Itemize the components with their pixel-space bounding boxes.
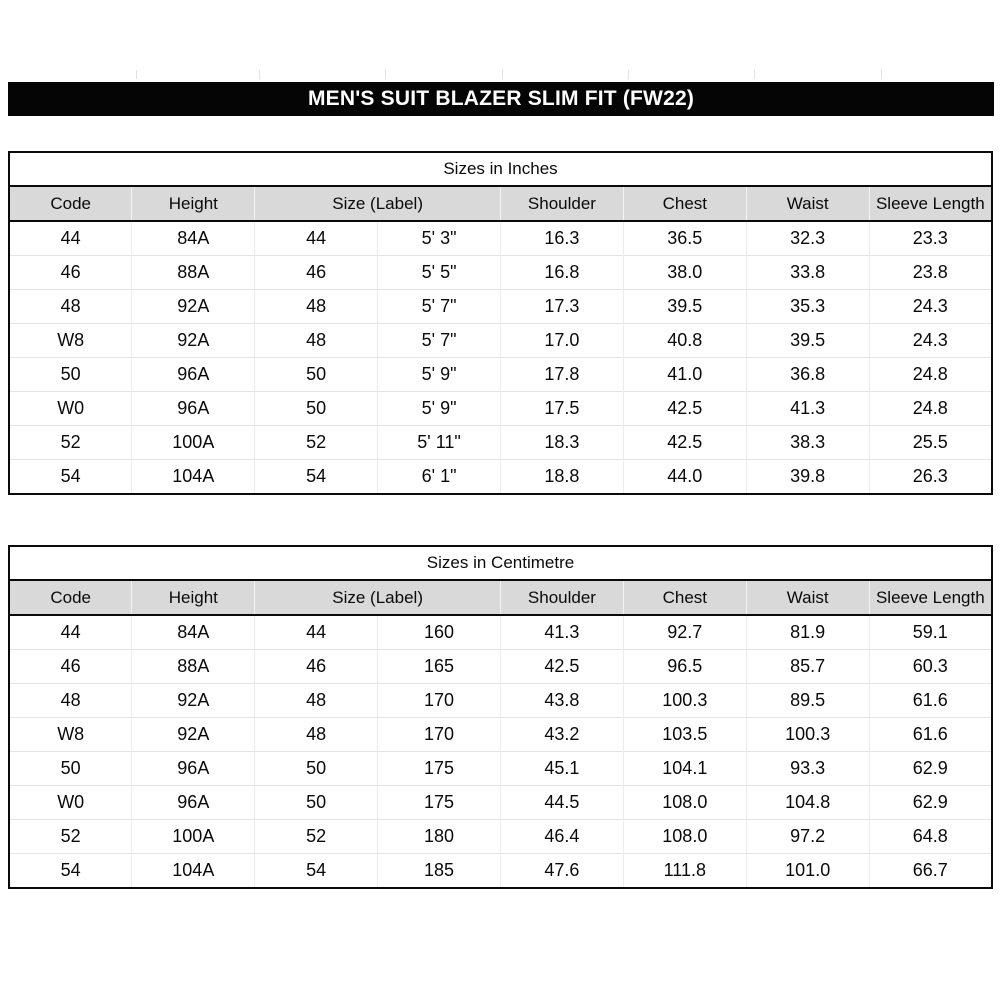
- table-row: [9, 358, 992, 392]
- table-cell: 104A: [132, 854, 255, 889]
- table-row: [9, 820, 992, 854]
- table-cell: W8: [9, 718, 132, 752]
- table-cell: 96.5: [623, 650, 746, 684]
- table-cell: 17.3: [501, 290, 624, 324]
- table-cell: 44: [255, 615, 378, 650]
- table-cell: 26.3: [869, 460, 992, 495]
- table-cell: 23.3: [869, 221, 992, 256]
- table-cell: 101.0: [746, 854, 869, 889]
- table-cell: 46: [9, 650, 132, 684]
- table-cell: 66.7: [869, 854, 992, 889]
- table-cell: 60.3: [869, 650, 992, 684]
- column-header-height: Height: [132, 580, 255, 615]
- product-title-bar: [8, 82, 994, 116]
- table-cell: 39.5: [746, 324, 869, 358]
- table-row: [9, 615, 992, 650]
- table-cell: 59.1: [869, 615, 992, 650]
- table-cell: 5' 7": [378, 324, 501, 358]
- table-cell: 100.3: [623, 684, 746, 718]
- table-cell: 41.3: [746, 392, 869, 426]
- column-header-height: Height: [132, 186, 255, 221]
- table-cell: 104A: [132, 460, 255, 495]
- table-cell: 54: [255, 460, 378, 495]
- column-header-chest: Chest: [623, 580, 746, 615]
- table-cell: 81.9: [746, 615, 869, 650]
- table-cell: 84A: [132, 221, 255, 256]
- table-cell: 62.9: [869, 786, 992, 820]
- table-header-row: [9, 580, 992, 615]
- table-cell: W8: [9, 324, 132, 358]
- table-cell: 100A: [132, 820, 255, 854]
- table-cell: 185: [378, 854, 501, 889]
- table-cell: 46: [255, 256, 378, 290]
- table-cell: 44: [60, 622, 81, 642]
- table-cell: 84A: [132, 615, 255, 650]
- table-cell: 24.3: [869, 324, 992, 358]
- table-cell: 40.8: [623, 324, 746, 358]
- table-cell: 17.8: [501, 358, 624, 392]
- table-cell: 54: [9, 460, 132, 495]
- table-cell: 170: [378, 684, 501, 718]
- table-cell: 48: [255, 718, 378, 752]
- table-row: [9, 460, 992, 495]
- table-row: [9, 786, 992, 820]
- table-cell: 39.8: [746, 460, 869, 495]
- table-cell: 38.0: [623, 256, 746, 290]
- table-cell: 93.3: [746, 752, 869, 786]
- table-cell: 170: [378, 718, 501, 752]
- table-cell: 23.8: [869, 256, 992, 290]
- table-cell: 50: [255, 358, 378, 392]
- table-cell: 43.8: [501, 684, 624, 718]
- table-cell: 18.8: [501, 460, 624, 495]
- table-cell: 52: [9, 426, 132, 460]
- table-cell: 64.8: [869, 820, 992, 854]
- table-cell: 160: [378, 615, 501, 650]
- table-cell: 39.5: [623, 290, 746, 324]
- table-cell: 52: [9, 820, 132, 854]
- table-cell: 165: [378, 650, 501, 684]
- table-cell: 108.0: [623, 820, 746, 854]
- table-cell: 42.5: [623, 426, 746, 460]
- sizes-in-inches-table: [8, 151, 993, 495]
- table-cell: 38.3: [746, 426, 869, 460]
- table-cell: 5' 11": [378, 426, 501, 460]
- table-cell: 97.2: [746, 820, 869, 854]
- table-cell: 33.8: [746, 256, 869, 290]
- table-cell: 5' 7": [378, 290, 501, 324]
- table-header-row: [9, 186, 992, 221]
- table-cell: 88A: [132, 256, 255, 290]
- table-cell: 32.3: [746, 221, 869, 256]
- table-cell: W0: [9, 392, 132, 426]
- table-cell: 43.2: [501, 718, 624, 752]
- table-cell: 103.5: [623, 718, 746, 752]
- table-cell: 36.5: [623, 221, 746, 256]
- table-cell: 104.1: [623, 752, 746, 786]
- table-cell: 85.7: [746, 650, 869, 684]
- table-cell: 44.0: [623, 460, 746, 495]
- table-cell: 50: [255, 752, 378, 786]
- table-title-row: [9, 546, 992, 580]
- column-header-waist: Waist: [746, 186, 869, 221]
- table-cell: 44: [255, 221, 378, 256]
- table-row: [9, 221, 992, 256]
- table-row: [9, 650, 992, 684]
- table-cell: 46: [255, 650, 378, 684]
- column-header-shoulder: Shoulder: [501, 186, 624, 221]
- table-cell: 35.3: [746, 290, 869, 324]
- table-cell: 175: [378, 752, 501, 786]
- column-header-chest: Chest: [623, 186, 746, 221]
- table-cell: 89.5: [746, 684, 869, 718]
- column-header-code: Code: [9, 186, 132, 221]
- table-cell: 17.0: [501, 324, 624, 358]
- table-cell: 180: [378, 820, 501, 854]
- table-cell: 96A: [132, 786, 255, 820]
- table-cell: 24.3: [869, 290, 992, 324]
- table-title-inches: Sizes in Inches: [9, 152, 992, 186]
- table-cell: W0: [9, 786, 132, 820]
- table-cell: 5' 9": [378, 358, 501, 392]
- table-cell: 24.8: [869, 392, 992, 426]
- table-cell: 96A: [132, 752, 255, 786]
- table-cell: 50: [255, 786, 378, 820]
- table-cell: 48: [255, 324, 378, 358]
- table-cell: 108.0: [623, 786, 746, 820]
- table-cell: 46.4: [501, 820, 624, 854]
- product-title: MEN'S SUIT BLAZER SLIM FIT (FW22): [307, 87, 695, 110]
- table-cell: 175: [378, 786, 501, 820]
- table-cell: 42.5: [623, 392, 746, 426]
- table-row: [9, 718, 992, 752]
- column-header-code: Code: [9, 580, 132, 615]
- table-row: [9, 392, 992, 426]
- table-cell: 24.8: [869, 358, 992, 392]
- table-cell: 16.3: [501, 221, 624, 256]
- table-row: [9, 324, 992, 358]
- centimetre-table-body: [9, 615, 992, 888]
- table-cell: 92A: [132, 290, 255, 324]
- table-cell: 47.6: [501, 854, 624, 889]
- table-cell: 92A: [132, 684, 255, 718]
- table-cell: 5' 9": [378, 392, 501, 426]
- table-cell: 5' 5": [378, 256, 501, 290]
- table-cell: 48: [255, 290, 378, 324]
- table-row: [9, 290, 992, 324]
- table-title-row: [9, 152, 992, 186]
- table-cell: 92.7: [623, 615, 746, 650]
- table-cell: 62.9: [869, 752, 992, 786]
- table-cell: 41.3: [501, 615, 624, 650]
- column-header-size-label: Size (Label): [255, 186, 501, 221]
- table-cell: 100.3: [746, 718, 869, 752]
- table-cell: 111.8: [623, 854, 746, 889]
- table-cell: 46: [9, 256, 132, 290]
- table-cell: 36.8: [746, 358, 869, 392]
- table-cell: 41.0: [623, 358, 746, 392]
- table-cell: 88A: [132, 650, 255, 684]
- table-cell: 96A: [132, 358, 255, 392]
- table-cell: 92A: [132, 718, 255, 752]
- table-cell: 100A: [132, 426, 255, 460]
- table-cell: 61.6: [869, 718, 992, 752]
- table-cell: 45.1: [501, 752, 624, 786]
- table-row: [9, 752, 992, 786]
- table-cell: 48: [9, 684, 132, 718]
- table-cell: 44.5: [501, 786, 624, 820]
- table-cell: 18.3: [501, 426, 624, 460]
- table-cell: 50: [255, 392, 378, 426]
- table-cell: 92A: [132, 324, 255, 358]
- table-cell: 25.5: [869, 426, 992, 460]
- table-cell: 50: [9, 752, 132, 786]
- table-cell: 5' 3": [378, 221, 501, 256]
- table-cell: 96A: [132, 392, 255, 426]
- table-cell: 54: [9, 854, 132, 889]
- table-cell: 42.5: [501, 650, 624, 684]
- table-cell: 16.8: [501, 256, 624, 290]
- inches-table-body: [9, 221, 992, 494]
- column-header-sleeve-length: Sleeve Length: [869, 580, 992, 615]
- column-header-waist: Waist: [746, 580, 869, 615]
- table-cell: 61.6: [869, 684, 992, 718]
- table-cell: 44: [60, 228, 81, 248]
- table-cell: 50: [9, 358, 132, 392]
- column-header-size-label: Size (Label): [255, 580, 501, 615]
- column-header-shoulder: Shoulder: [501, 580, 624, 615]
- table-row: [9, 684, 992, 718]
- table-row: [9, 256, 992, 290]
- table-cell: 48: [255, 684, 378, 718]
- table-row: [9, 426, 992, 460]
- table-cell: 104.8: [746, 786, 869, 820]
- column-header-sleeve-length: Sleeve Length: [869, 186, 992, 221]
- table-cell: 52: [255, 820, 378, 854]
- sizes-in-centimetre-table: [8, 545, 993, 889]
- table-cell: 54: [255, 854, 378, 889]
- table-cell: 17.5: [501, 392, 624, 426]
- table-cell: 6' 1": [378, 460, 501, 495]
- table-cell: 48: [9, 290, 132, 324]
- table-title-centimetre: Sizes in Centimetre: [9, 546, 992, 580]
- table-row: [9, 854, 992, 889]
- table-cell: 52: [255, 426, 378, 460]
